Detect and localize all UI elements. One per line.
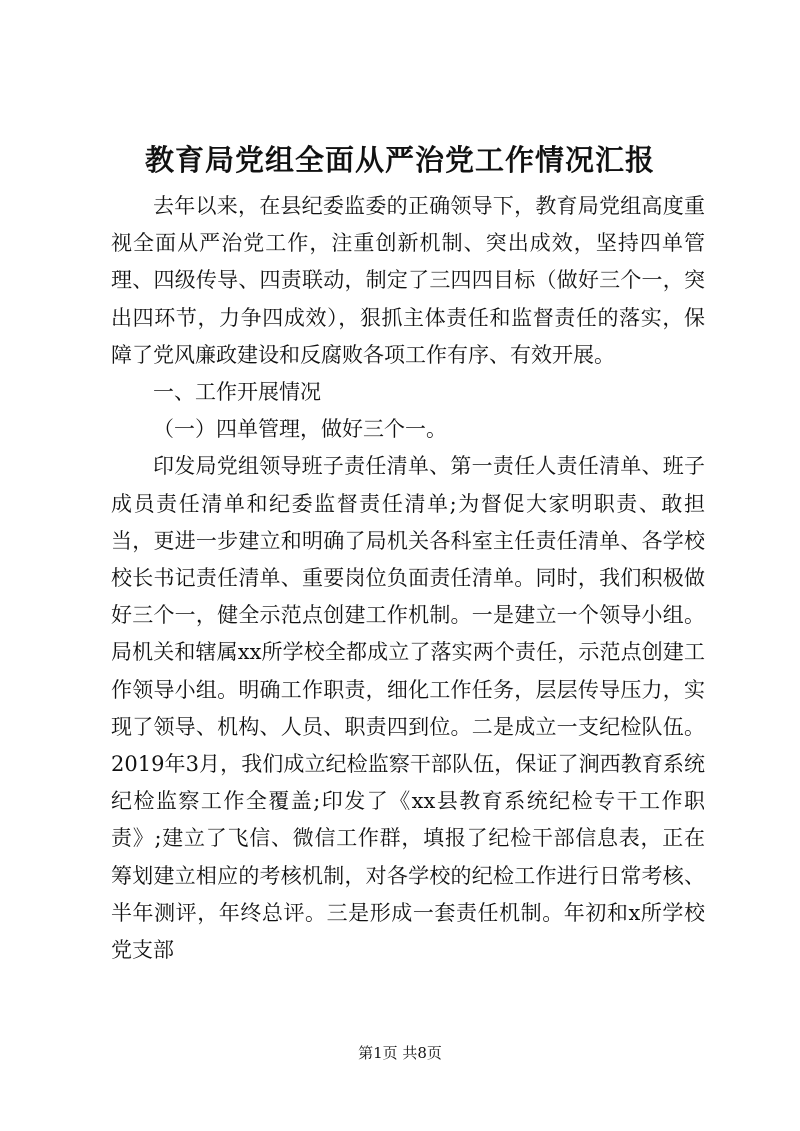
paragraph-body: 印发局党组领导班子责任清单、第一责任人责任清单、班子成员责任清单和纪委监督责任清单;为督促大家明职责、敢担当，更进一步建立和明确了局机关各科室主任责任清单、各学校校长书记责任清单、重要岗位负面责任清单。同时，我们积极做好三个一，健全示范点创建工作机制。一是建立一个领导小组。局机关和辖属xx所学校全都成立了落实两个责任，示范点创建工作领导小组。明确工作职责，细化工作任务，层层传导压力，实现了领导、机构、人员、职责四到位。二是成立一支纪检队伍。2019年3月，我们成立纪检监察干部队伍，保证了涧西教育系统纪检监察工作全覆盖;印发了《xx县教育系统纪检专干工作职责》;建立了飞信、微信工作群，填报了纪检干部信息表，正在筹划建立相应的考核机制，对各学校的纪检工作进行日常考核、半年测评，年终总评。三是形成一套责任机制。年初和x所学校党支部 [111, 454, 705, 963]
page-number-footer: 第1页 共8页 [358, 1044, 442, 1062]
subsection-heading: （一）四单管理，做好三个一。 [153, 417, 447, 442]
document-title: 教育局党组全面从严治党工作情况汇报 [144, 143, 655, 177]
document-body [111, 188, 705, 969]
paragraph-intro: 去年以来，在县纪委监委的正确领导下，教育局党组高度重视全面从严治党工作，注重创新机制、突出成效，坚持四单管理、四级传导、四责联动，制定了三四四目标（做好三个一，突出四环节，力争四成效），狠抓主体责任和监督责任的落实，保障了党风廉政建设和反腐败各项工作有序、有效开展。 [111, 194, 705, 367]
section-heading: 一、工作开展情况 [153, 380, 321, 405]
